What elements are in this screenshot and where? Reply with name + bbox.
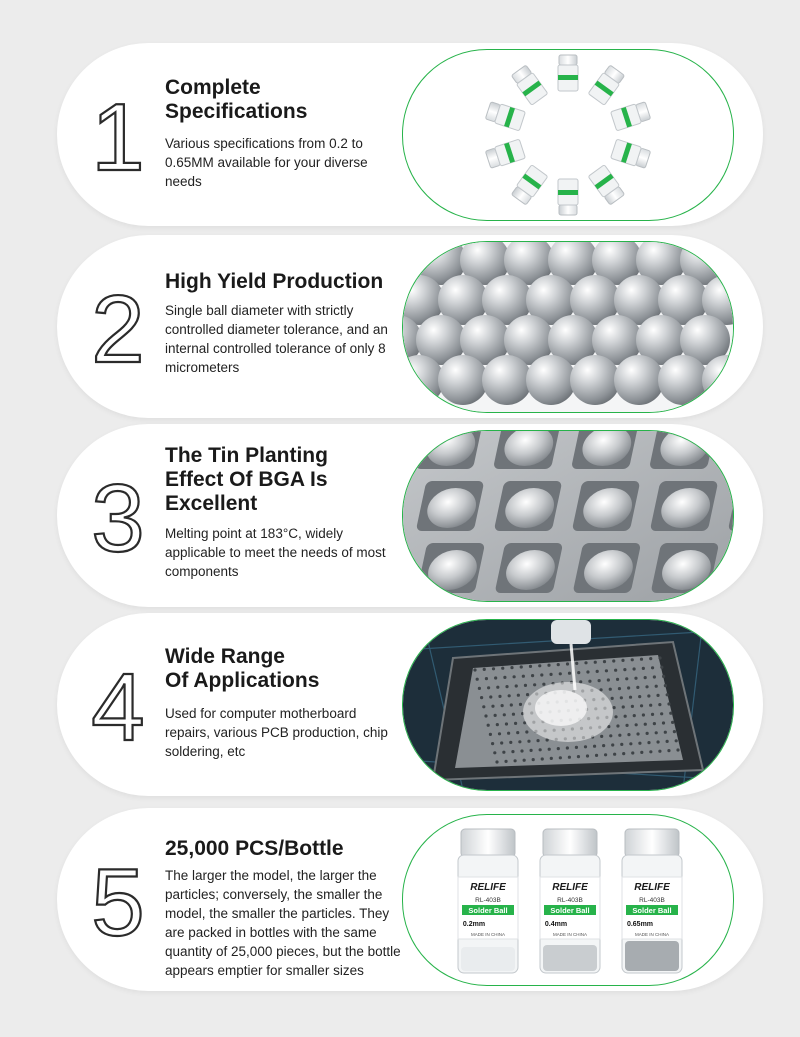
motherboard-illustration — [403, 620, 733, 790]
solder-ball — [526, 355, 576, 405]
pad-dot — [600, 735, 603, 738]
numeral-4 — [83, 658, 153, 748]
pad-dot — [655, 731, 658, 734]
pad-dot — [675, 739, 678, 742]
pad-dot — [494, 676, 497, 679]
pad-dot — [522, 675, 525, 678]
pad-dot — [533, 683, 536, 686]
svg-text:MADE IN CHINA: MADE IN CHINA — [470, 932, 506, 937]
pad-dot — [501, 667, 504, 670]
svg-text:RELIFE: RELIFE — [552, 882, 588, 893]
pad-dot — [658, 703, 661, 706]
pad-dot — [651, 713, 654, 716]
svg-text:MADE IN CHINA: MADE IN CHINA — [552, 932, 588, 937]
pad-dot — [640, 751, 643, 754]
pad-dot — [501, 704, 504, 707]
pad-dot — [517, 694, 520, 697]
pad-dot — [616, 724, 619, 727]
numeral-1 — [83, 88, 153, 178]
pad-dot — [489, 733, 492, 736]
stencil-pocket — [727, 431, 733, 469]
pad-dot — [638, 742, 641, 745]
svg-text:3: 3 — [91, 469, 145, 559]
pad-dot — [575, 746, 578, 749]
solder-ball — [614, 355, 664, 405]
pad-dot — [673, 730, 676, 733]
feature-card-2 — [57, 235, 763, 418]
pad-dot — [476, 678, 479, 681]
pad-dot — [482, 705, 485, 708]
vial — [611, 101, 651, 131]
pad-dot — [645, 685, 648, 688]
pad-dot — [651, 666, 654, 669]
pad-dot — [647, 741, 650, 744]
pad-dot — [593, 745, 596, 748]
pad-dot — [584, 745, 587, 748]
bottle-ring-photo — [402, 49, 734, 221]
feature-description: Melting point at 183°C, widely applicable to meet the needs of most components — [165, 526, 386, 579]
pad-dot — [633, 714, 636, 717]
svg-text:RL-403B: RL-403B — [557, 897, 583, 904]
pad-dot — [473, 668, 476, 671]
pad-dot — [586, 670, 589, 673]
pad-dot — [526, 693, 529, 696]
pad-dot — [548, 748, 551, 751]
pad-dot — [494, 714, 497, 717]
pad-dot — [579, 680, 582, 683]
pad-dot — [667, 749, 670, 752]
pad-dot — [491, 705, 494, 708]
pad-dot — [603, 660, 606, 663]
pad-dot — [505, 685, 508, 688]
svg-text:MADE IN CHINA: MADE IN CHINA — [634, 932, 670, 937]
pad-dot — [667, 702, 670, 705]
pad-dot — [664, 684, 667, 687]
solder-ball — [482, 355, 532, 405]
pad-dot — [491, 742, 494, 745]
pad-dot — [622, 705, 625, 708]
pad-dot — [631, 705, 634, 708]
pad-dot — [649, 657, 652, 660]
pad-dot — [607, 678, 610, 681]
pad-dot — [529, 749, 532, 752]
pad-dot — [642, 713, 645, 716]
motherboard-chip-photo — [402, 619, 734, 791]
pad-dot — [653, 722, 656, 725]
solder-ball — [438, 355, 488, 405]
numeral-5 — [83, 853, 153, 943]
three-bottles-photo — [402, 814, 734, 986]
pad-dot — [485, 677, 488, 680]
pad-dot — [605, 669, 608, 672]
feature-description: Used for computer motherboard repairs, various PCB production, chip soldering, etc — [165, 706, 388, 759]
pad-dot — [524, 684, 527, 687]
pad-dot — [618, 734, 621, 737]
pad-dot — [644, 676, 647, 679]
vial — [511, 64, 548, 105]
solder-ball — [658, 355, 708, 405]
pad-dot — [664, 731, 667, 734]
pad-dot — [676, 748, 679, 751]
pad-dot — [613, 753, 616, 756]
pad-dot — [503, 676, 506, 679]
pad-dot — [640, 704, 643, 707]
svg-text:0.65mm: 0.65mm — [626, 921, 654, 928]
pad-dot — [568, 756, 571, 759]
pad-dot — [618, 687, 621, 690]
vial — [611, 139, 651, 169]
feature-description: Various specifications from 0.2 to 0.65MM available for your diverse needs — [165, 136, 368, 189]
pad-dot — [598, 679, 601, 682]
pad-dot — [519, 703, 522, 706]
pad-dot — [500, 741, 503, 744]
pad-dot — [510, 666, 513, 669]
pad-dot — [496, 686, 499, 689]
pad-dot — [611, 697, 614, 700]
pad-dot — [638, 695, 641, 698]
pad-dot — [629, 696, 632, 699]
svg-text:RELIFE: RELIFE — [470, 882, 506, 893]
pad-dot — [515, 684, 518, 687]
feature-description: The larger the model, the larger the particles; conversely, the smaller the model, the smaller the particles. They are packed in bottles with the same quantity of 25,000 pieces, but the bottle appears emptier for smaller sizes — [165, 868, 401, 978]
svg-text:2: 2 — [91, 280, 145, 370]
svg-text:RL-403B: RL-403B — [639, 897, 665, 904]
svg-text:0.4mm: 0.4mm — [544, 921, 568, 928]
pad-dot — [542, 683, 545, 686]
pad-dot — [655, 685, 658, 688]
pad-dot — [616, 678, 619, 681]
pad-dot — [609, 688, 612, 691]
pad-dot — [629, 742, 632, 745]
pad-dot — [658, 656, 661, 659]
pad-dot — [510, 703, 513, 706]
vial — [485, 101, 525, 131]
svg-text:Solder Ball: Solder Ball — [468, 906, 508, 915]
pad-dot — [525, 730, 528, 733]
feature-description: Single ball diameter with strictly controlled diameter tolerance, and an internal controlled tolerance of only 8 micrometers — [165, 303, 388, 375]
pad-dot — [520, 749, 523, 752]
pad-dot — [586, 754, 589, 757]
bottle-0-65mm — [622, 829, 682, 973]
pad-dot — [550, 757, 553, 760]
pad-dot — [492, 667, 495, 670]
pad-dot — [621, 659, 624, 662]
numeral-2 — [83, 280, 153, 370]
pad-dot — [575, 662, 578, 665]
pad-dot — [478, 687, 481, 690]
pad-dot — [498, 695, 501, 698]
pad-dot — [620, 696, 623, 699]
pad-dot — [640, 658, 643, 661]
svg-text:4: 4 — [91, 658, 145, 748]
svg-text:1: 1 — [91, 88, 145, 178]
pad-dot — [596, 670, 599, 673]
pad-dot — [584, 661, 587, 664]
pad-dot — [662, 721, 665, 724]
pad-dot — [602, 744, 605, 747]
pad-dot — [609, 734, 612, 737]
pad-dot — [557, 747, 560, 750]
svg-text:0.2mm: 0.2mm — [462, 921, 486, 928]
pad-dot — [622, 752, 625, 755]
pad-dot — [536, 739, 539, 742]
pad-dot — [508, 694, 511, 697]
pad-dot — [653, 675, 656, 678]
pad-dot — [496, 723, 499, 726]
feature-title: High Yield Production — [165, 270, 384, 293]
pad-dot — [594, 661, 597, 664]
pad-dot — [538, 664, 541, 667]
pad-dot — [566, 662, 569, 665]
pad-dot — [527, 740, 530, 743]
pad-dot — [516, 731, 519, 734]
pad-dot — [484, 714, 487, 717]
pad-dot — [511, 750, 514, 753]
pad-dot — [649, 704, 652, 707]
pad-dot — [625, 724, 628, 727]
pad-dot — [559, 756, 562, 759]
feature-title: Wide Range Of Applications — [165, 645, 320, 692]
feature-title: 25,000 PCS/Bottle — [165, 837, 344, 860]
pad-dot — [498, 732, 501, 735]
pad-dot — [624, 715, 627, 718]
solder-balls-photo — [402, 241, 734, 413]
pad-dot — [566, 746, 569, 749]
vial — [558, 179, 578, 215]
numeral-3 — [83, 469, 153, 559]
pad-dot — [520, 665, 523, 668]
pad-dot — [502, 751, 505, 754]
pad-dot — [613, 706, 616, 709]
pad-dot — [666, 740, 669, 743]
pad-dot — [631, 751, 634, 754]
feature-title: Complete Specifications — [165, 76, 308, 123]
pad-dot — [660, 712, 663, 715]
solder-balls-illustration — [403, 242, 733, 412]
feature-title: The Tin Planting Effect Of BGA Is Excellent — [165, 444, 328, 515]
pad-dot — [658, 750, 661, 753]
pad-dot — [512, 713, 515, 716]
pad-dot — [568, 672, 571, 675]
pad-dot — [656, 740, 659, 743]
pad-dot — [549, 673, 552, 676]
pad-dot — [611, 743, 614, 746]
pad-dot — [514, 722, 517, 725]
pad-dot — [647, 694, 650, 697]
bottle-0-2mm — [458, 829, 518, 973]
pad-dot — [504, 760, 507, 763]
pad-dot — [487, 724, 490, 727]
pad-dot — [489, 695, 492, 698]
pad-dot — [634, 677, 637, 680]
pad-dot — [633, 667, 636, 670]
pad-dot — [631, 658, 634, 661]
vial — [588, 165, 625, 206]
feature-card-1 — [57, 43, 763, 226]
bottle-ring-illustration — [403, 50, 733, 220]
svg-text:Solder Ball: Solder Ball — [632, 906, 672, 915]
pad-dot — [627, 686, 630, 689]
pad-dot — [483, 668, 486, 671]
pad-dot — [509, 741, 512, 744]
pad-dot — [540, 673, 543, 676]
stencil-pocket — [729, 543, 733, 593]
vial — [588, 64, 625, 105]
pad-dot — [614, 715, 617, 718]
pad-dot — [623, 668, 626, 671]
pad-dot — [635, 723, 638, 726]
bga-stencil-photo — [402, 430, 734, 602]
pad-dot — [493, 751, 496, 754]
pad-dot — [557, 663, 560, 666]
pad-dot — [495, 760, 498, 763]
pad-dot — [614, 669, 617, 672]
pad-dot — [547, 664, 550, 667]
pad-dot — [642, 667, 645, 670]
pad-dot — [480, 696, 483, 699]
pad-dot — [523, 759, 526, 762]
pad-dot — [559, 672, 562, 675]
feature-card-5 — [57, 808, 763, 991]
pad-dot — [660, 666, 663, 669]
svg-text:RELIFE: RELIFE — [634, 882, 670, 893]
pad-dot — [649, 750, 652, 753]
pad-dot — [671, 721, 674, 724]
pad-dot — [529, 665, 532, 668]
pad-dot — [656, 694, 659, 697]
feature-card-3 — [57, 424, 763, 607]
pad-dot — [577, 755, 580, 758]
pad-dot — [514, 759, 517, 762]
svg-text:RL-403B: RL-403B — [475, 897, 501, 904]
pad-dot — [662, 675, 665, 678]
pad-dot — [612, 659, 615, 662]
pad-dot — [503, 713, 506, 716]
pad-dot — [531, 674, 534, 677]
pad-dot — [487, 686, 490, 689]
pad-dot — [636, 732, 639, 735]
svg-text:5: 5 — [91, 853, 145, 943]
feature-card-4 — [57, 613, 763, 796]
pad-dot — [541, 757, 544, 760]
vial — [485, 139, 525, 169]
three-bottles-illustration — [403, 815, 733, 985]
pad-dot — [604, 753, 607, 756]
svg-text:Solder Ball: Solder Ball — [550, 906, 590, 915]
vial — [511, 165, 548, 206]
pad-dot — [588, 680, 591, 683]
pad-dot — [577, 671, 580, 674]
bottle-0-4mm — [540, 829, 600, 973]
pad-dot — [666, 693, 669, 696]
pad-dot — [595, 754, 598, 757]
pad-dot — [513, 675, 516, 678]
pad-dot — [539, 748, 542, 751]
vial — [558, 55, 578, 91]
pad-dot — [627, 733, 630, 736]
pad-dot — [505, 722, 508, 725]
pad-dot — [532, 758, 535, 761]
bga-stencil-illustration — [403, 431, 733, 601]
pad-dot — [507, 732, 510, 735]
pad-dot — [646, 732, 649, 735]
pad-dot — [625, 677, 628, 680]
solder-ball — [570, 355, 620, 405]
pad-dot — [669, 712, 672, 715]
pad-dot — [518, 740, 521, 743]
pad-dot — [620, 743, 623, 746]
pad-dot — [644, 723, 647, 726]
pad-dot — [636, 686, 639, 689]
